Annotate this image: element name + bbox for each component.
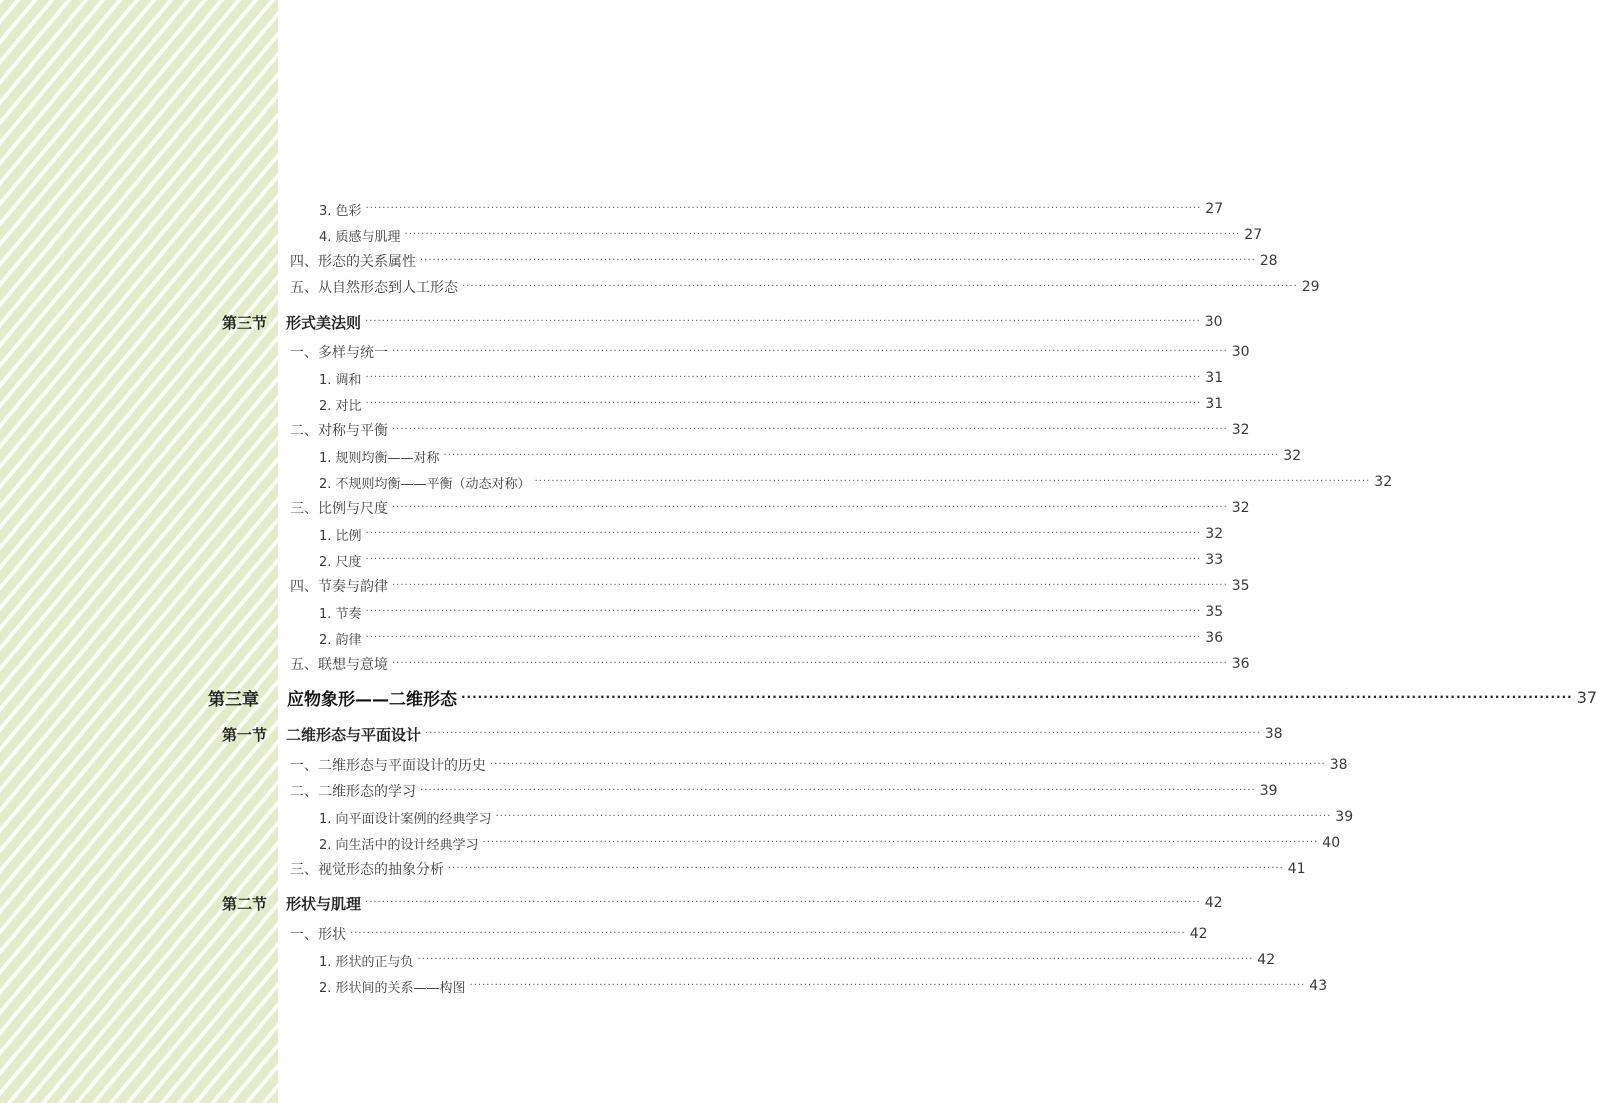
- toc-entry-title: 五、联想与意境: [290, 657, 388, 673]
- page-number: 31: [1205, 396, 1224, 412]
- dot-leader: ········································································································································································································: [443, 450, 1280, 461]
- toc-entry-title: 4. 质感与肌理: [319, 229, 401, 245]
- dot-leader: ········································································································································································································: [365, 372, 1202, 383]
- toc-item-entry: [319, 832, 1341, 854]
- toc-entry-title: 一、多样与统一: [290, 345, 388, 361]
- toc-item-entry: [319, 806, 1354, 828]
- toc-subsection-entry: [290, 276, 1320, 298]
- section-label: 第二节: [222, 894, 268, 913]
- toc-entry-title: 二、对称与平衡: [290, 423, 388, 439]
- dot-leader: ········································································································································································································: [392, 346, 1228, 357]
- page-number: 29: [1301, 279, 1320, 295]
- toc-subsection-entry: [290, 250, 1278, 272]
- toc-entry-title: 2. 韵律: [319, 632, 362, 648]
- dot-leader: ········································································································································································································: [365, 632, 1202, 643]
- page-number: 30: [1204, 314, 1223, 330]
- toc-entry-title: 1. 形状的正与负: [319, 954, 414, 970]
- toc-entry-title: 二维形态与平面设计: [286, 725, 422, 744]
- page-number: 32: [1231, 500, 1250, 516]
- dot-leader: ········································································································································································································: [365, 897, 1201, 908]
- page-number: 32: [1283, 448, 1302, 464]
- toc-item-entry: [319, 627, 1224, 649]
- toc-subsection-entry: [290, 341, 1250, 363]
- toc-item-entry: [319, 523, 1224, 545]
- dot-leader: ········································································································································································································: [365, 203, 1202, 214]
- page-number: 31: [1205, 370, 1224, 386]
- dot-leader: ········································································································································································································: [482, 837, 1319, 848]
- toc-entry-title: 2. 对比: [319, 398, 362, 414]
- toc-entry-title: 四、节奏与韵律: [290, 579, 388, 595]
- toc-item-entry: [319, 393, 1224, 415]
- section-label: 第一节: [222, 725, 268, 744]
- page-number: 42: [1257, 952, 1276, 968]
- toc-item-entry: [319, 445, 1302, 467]
- toc-entry-title: 一、二维形态与平面设计的历史: [290, 758, 486, 774]
- toc-item-entry: [319, 471, 1393, 493]
- page-number: 33: [1205, 552, 1224, 568]
- dot-leader: ········································································································································································································: [392, 658, 1228, 669]
- dot-leader: ········································································································································································································: [365, 554, 1202, 565]
- toc-entry-title: 2. 形状间的关系——构图: [319, 980, 466, 996]
- decorative-striped-sidebar: [0, 0, 278, 1103]
- page-number: 36: [1231, 656, 1250, 672]
- toc-entry-title: 1. 向平面设计案例的经典学习: [319, 811, 492, 827]
- page-number: 32: [1205, 526, 1224, 542]
- page-number: 42: [1204, 895, 1223, 911]
- dot-leader: ········································································································································································································: [404, 229, 1241, 240]
- page-number: 43: [1309, 978, 1328, 994]
- dot-leader: ········································································································································································································: [365, 398, 1202, 409]
- toc-subsection-entry: [290, 575, 1250, 597]
- toc-item-entry: [319, 198, 1224, 220]
- toc-entry-title: 三、比例与尺度: [290, 501, 388, 517]
- dot-leader: ········································································································································································································: [392, 502, 1228, 513]
- page-number: 38: [1329, 757, 1348, 773]
- toc-subsection-entry: [290, 780, 1278, 802]
- dot-leader: ········································································································································································································: [365, 528, 1202, 539]
- page-number: 39: [1259, 783, 1278, 799]
- toc-subsection-entry: [290, 419, 1250, 441]
- page-number: 32: [1231, 422, 1250, 438]
- dot-leader: ········································································································································································································: [448, 863, 1284, 874]
- toc-subsection-entry: [290, 653, 1250, 675]
- toc-entry-title: 2. 向生活中的设计经典学习: [319, 837, 479, 853]
- page-number: 27: [1244, 227, 1263, 243]
- page-number: 40: [1322, 835, 1341, 851]
- toc-chapter-entry: [208, 686, 1597, 710]
- toc-section-entry: [222, 723, 1283, 745]
- dot-leader: ········································································································································································································: [490, 759, 1326, 770]
- toc-entry-title: 1. 比例: [319, 528, 362, 544]
- toc-entry-title: 五、从自然形态到人工形态: [290, 280, 458, 296]
- dot-leader: ········································································································································································································: [469, 980, 1306, 991]
- dot-leader: ········································································································································································································: [425, 728, 1261, 739]
- dot-leader: ········································································································································································································: [392, 424, 1228, 435]
- toc-item-entry: [319, 975, 1328, 997]
- dot-leader: ········································································································································································································: [495, 811, 1332, 822]
- page-number: 37: [1576, 687, 1597, 707]
- page-number: 41: [1287, 861, 1306, 877]
- toc-item-entry: [319, 949, 1276, 971]
- dot-leader: ········································································································································································································: [461, 690, 1573, 704]
- page-number: 28: [1259, 253, 1278, 269]
- toc-subsection-entry: [290, 497, 1250, 519]
- dot-leader: ········································································································································································································: [392, 580, 1228, 591]
- toc-item-entry: [319, 367, 1224, 389]
- page-number: 35: [1231, 578, 1250, 594]
- toc-entry-title: 1. 节奏: [319, 606, 362, 622]
- toc-section-entry: [222, 892, 1223, 914]
- dot-leader: ········································································································································································································: [417, 954, 1254, 965]
- page-number: 39: [1335, 809, 1354, 825]
- toc-item-entry: [319, 601, 1224, 623]
- dot-leader: ········································································································································································································: [420, 785, 1256, 796]
- toc-item-entry: [319, 549, 1224, 571]
- page-number: 36: [1205, 630, 1224, 646]
- dot-leader: ········································································································································································································: [534, 476, 1371, 487]
- toc-entry-title: 1. 规则均衡——对称: [319, 450, 440, 466]
- page-number: 42: [1189, 926, 1208, 942]
- toc-subsection-entry: [290, 754, 1348, 776]
- toc-entry-title: 形式美法则: [286, 313, 362, 332]
- toc-entry-title: 2. 不规则均衡——平衡（动态对称）: [319, 476, 531, 492]
- toc-entry-title: 2. 尺度: [319, 554, 362, 570]
- dot-leader: ········································································································································································································: [365, 606, 1202, 617]
- toc-entry-title: 1. 调和: [319, 372, 362, 388]
- toc-item-entry: [319, 224, 1263, 246]
- toc-entry-title: 应物象形——二维形态: [287, 689, 457, 710]
- toc-subsection-entry: [290, 923, 1208, 945]
- toc-section-entry: [222, 311, 1223, 333]
- toc-entry-title: 一、形状: [290, 927, 346, 943]
- toc-entry-title: 3. 色彩: [319, 203, 362, 219]
- chapter-label: 第三章: [208, 689, 259, 710]
- page-number: 27: [1205, 201, 1224, 217]
- page-number: 35: [1205, 604, 1224, 620]
- page-number: 38: [1264, 726, 1283, 742]
- dot-leader: ········································································································································································································: [462, 281, 1298, 292]
- dot-leader: ········································································································································································································: [420, 255, 1256, 266]
- dot-leader: ········································································································································································································: [350, 928, 1186, 939]
- toc-entry-title: 三、视觉形态的抽象分析: [290, 862, 444, 878]
- toc-entry-title: 四、形态的关系属性: [290, 254, 416, 270]
- page-number: 30: [1231, 344, 1250, 360]
- section-label: 第三节: [222, 313, 268, 332]
- toc-entry-title: 形状与肌理: [286, 894, 362, 913]
- dot-leader: ········································································································································································································: [365, 316, 1201, 327]
- toc-entry-title: 二、二维形态的学习: [290, 784, 416, 800]
- page-number: 32: [1374, 474, 1393, 490]
- toc-subsection-entry: [290, 858, 1306, 880]
